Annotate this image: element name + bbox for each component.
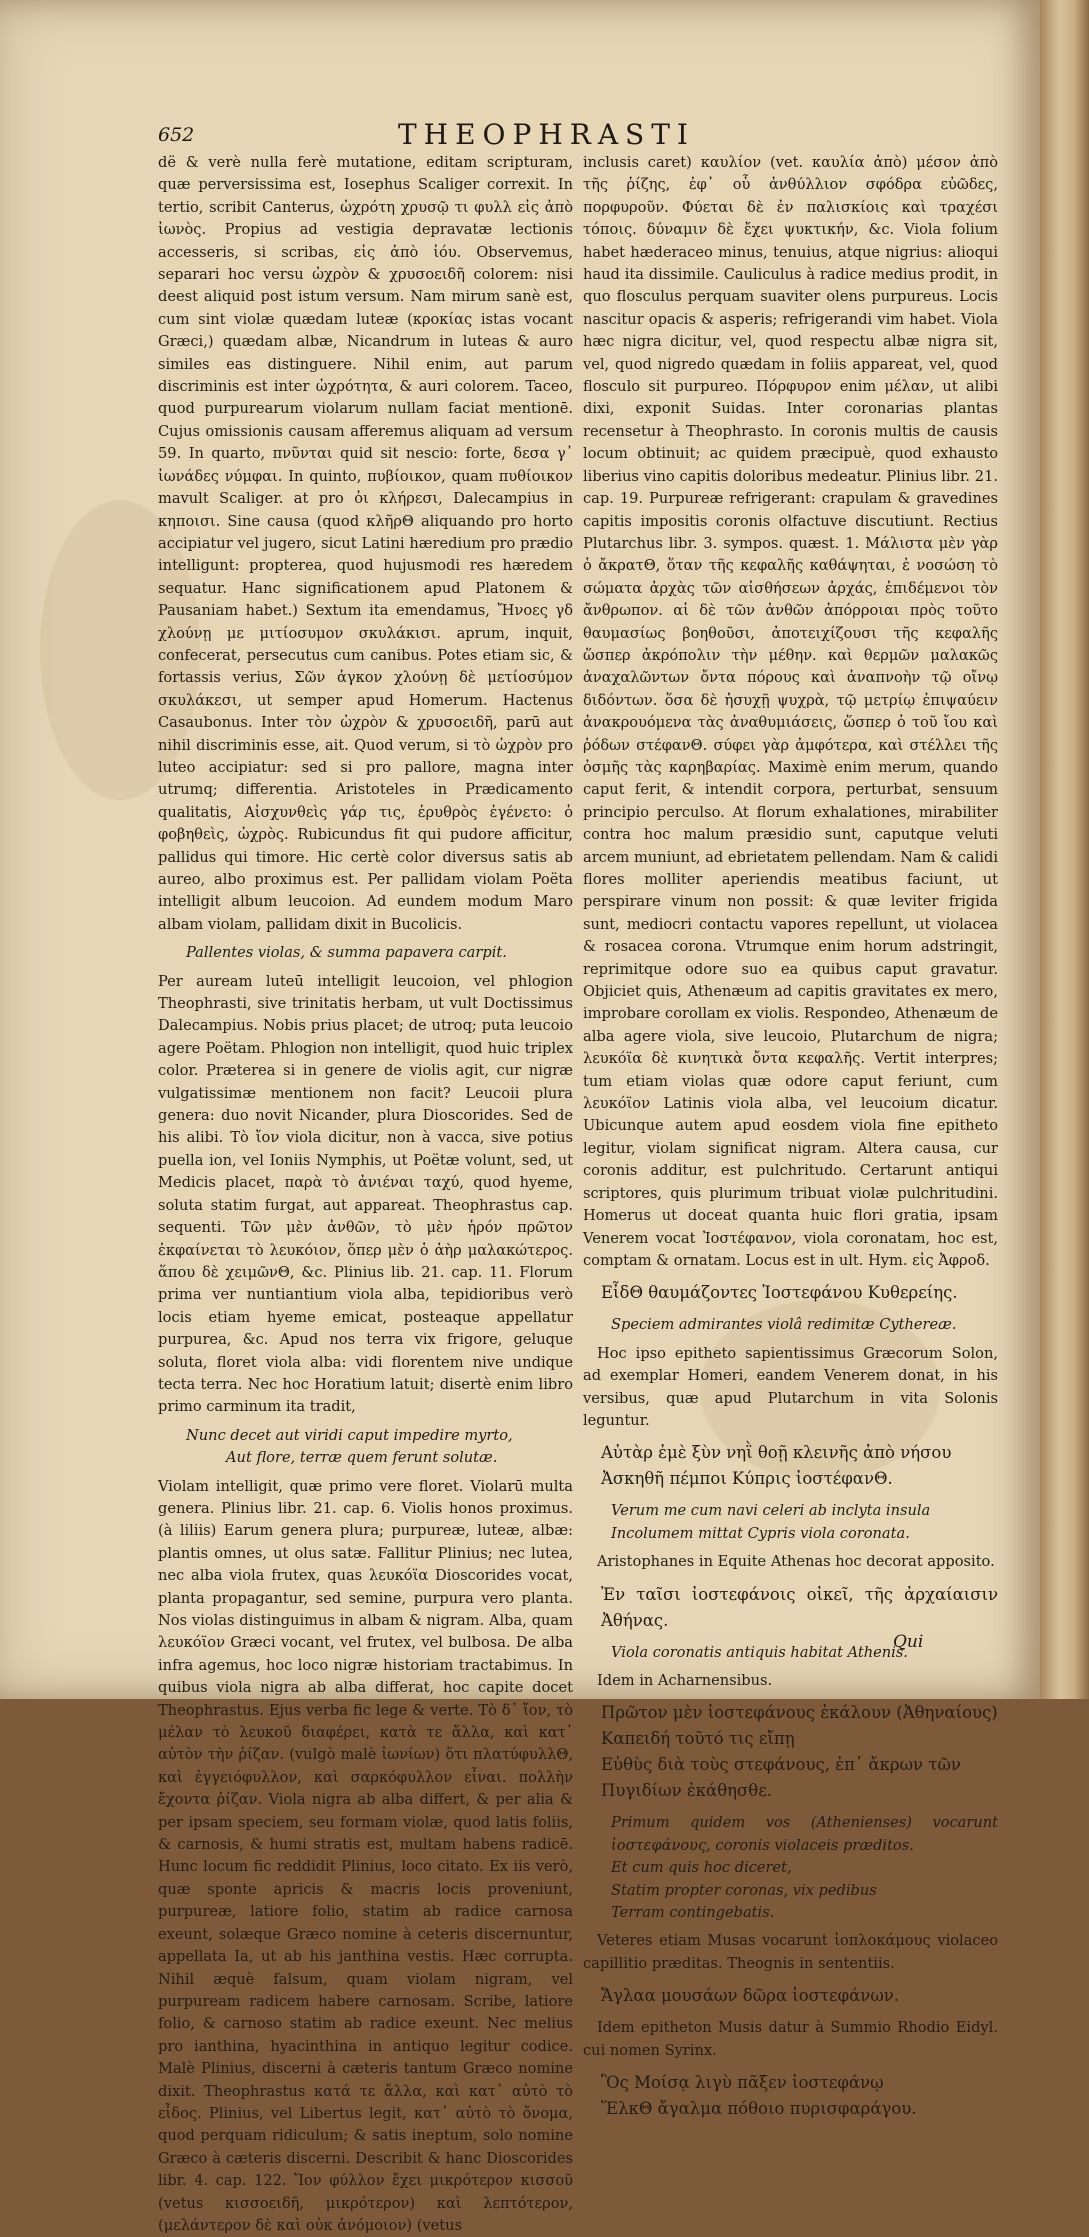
verse-line: Ὃς Μοίσᾳ λιγὺ πᾶξεν ἰοστεφάνῳ [601, 2073, 884, 2093]
page-number: 652 [158, 124, 195, 146]
greek-verse [601, 1280, 998, 1306]
verse-quote [186, 1425, 573, 1470]
running-title: THEOPHRASTI [398, 118, 695, 151]
verse-line: Αὐτὰρ ἐμὲ ξὺν νηῒ θοῇ κλεινῆς ἀπὸ νήσου [601, 1443, 952, 1463]
paragraph: Aristophanes in Equite Athenas hoc decorat apposito. [597, 1553, 995, 1571]
verse-line: Πρῶτον μὲν ἰοστεφάνους ἐκάλουν (Ἀθηναίους) [601, 1703, 998, 1723]
verse-line: Terram contingebatis. [611, 1904, 775, 1921]
verse-line: Primum quidem vos (Athenienses) vocarunt ἰοστεφάνους, coronis violaceis præditos. [611, 1814, 998, 1854]
verse-line: Ἀσκηθῆ πέμποι Κύπρις ἰοστέφανΘ. [601, 1469, 893, 1489]
greek-verse [601, 2070, 998, 2122]
latin-translation [611, 1812, 998, 1924]
paragraph: inclusis caret) καυλίον (vet. καυλία ἀπὸ) μέσον ἀπὸ τῆς ῥίζης, ἐφ᾽ οὗ ἀνθύλλιον σφόδρα εὐῶδες, πορφυροῦν. Φύεται δὲ ἐν παλισκίοις καὶ τραχέσι τόποις. δύναμιν δὲ ἔχει ψυκτικήν, &c. Viola folium habet hæderaceo minus, tenuius, atque nigrius: alioqui haud ita dissimile. Cauliculus à radice medius prodit, in quo flosculus perquam suaviter olens purpureus. Locis nascitur opacis & asperis; refrigerandi vim habet. Viola hæc nigra dicitur, vel, quod respectu albæ nigra sit, vel, quod nigredo quædam in foliis appareat, vel, quod flosculo sit purpureo. Πόρφυρον enim μέλαν, ut alibi dixi, exponit Suidas. Inter coronarias plantas recensetur à Theophrasto. In coronis multis de causis locum obtinuit; ac quidem præcipuè, quod exhausto liberius vino capitis doloribus medeatur. Plinius libr. 21. cap. 19. Purpureæ refrigerant: crapulam & gravedines capitis impositis coronis olfactuve discutiunt. Rectius Plutarchus libr. 3. sympos. quæst. 1. Μάλιστα μὲν γὰρ ὁ ἄκρατΘ, ὅταν τῆς κεφαλῆς καθάψηται, ἐ νοσώση τὸ σώματα ἀρχὰς τῶν αἰσθήσεων ἀρχάς, ἐπιδέμενοι τὸν ἄνθρωπον. αἱ δὲ τῶν ἀνθῶν ἀπόρροιαι πρὸς τοῦτο θαυμασίως βοηθοῦσι, ἀποτειχίζουσι τῆς κεφαλῆς ὥσπερ ἀκρόπολιν τὴν μέθην. καὶ θερμῶν μαλακῶς ἀναχαλῶντων ὄντα πόρους καὶ ἀναπνοὴν τῷ οἴνῳ διδόντων. ὅσα δὲ ἡσυχῇ ψυχρὰ, τῷ μετρίῳ ἐπιψαύειν ἀνακρουόμενα τὰς ἀναθυμιάσεις, ὥσπερ ὁ τοῦ ἴου καὶ ῥόδων στέφανΘ. σύφει γὰρ ἀμφότερα, καὶ στέλλει τῆς ὀσμῆς τὰς καρηβαρίας. Maximè enim merum, quando caput ferit, & intendit corpora, perturbat, sensuum principio perculso. At florum exhalationes, mirabiliter contra hoc malum præsidio sunt, caputque veluti arcem muniunt, ad ebrietatem pellendam. Nam & calidi flores molliter aperiendis meatibus faciunt, ut perspirare vinum non possit: & quæ leviter frigida sunt, mediocri contactu vapores repellunt, ut violacea & rosacea corona. Vtrumque enim horum adstringit, reprimitque odore suo ea quibus caput gravatur. Objiciet quis, Athenæum ad capitis gravitates ex mero, improbare corollam ex violis. Respondeo, Athenæum de alba agere viola, sive leucoio, Plutarchum de nigra; λευκόϊα δὲ κινητικὰ ὄντα κεφαλῆς. Vertit interpres; tum etiam violas quæ odore caput feriunt, cum λευκόϊον Latinis viola alba, vel leucoium dicatur. Ubicunque autem apud eosdem viola fine epitheto legitur, violam significat nigram. Altera causa, cur coronis additur, est pulchritudo. Certarunt antiqui scriptores, quis plurimum tribuat violæ pulchritudini. Homerus ut doceat quanta huic flori gratia, ipsam Venerem vocat Ἰοστέφανον, viola coronatam, hoc est, comptam & ornatam. Locus est in ult. Hym. εἰς Ἀφροδ. [583, 154, 998, 1269]
verse-line: Et cum quis hoc diceret, [611, 1859, 792, 1877]
right-column [583, 152, 998, 2119]
verse-quote [186, 942, 573, 964]
verse-line: ἝλκΘ ἄγαλμα πόθοιο πυρισφαράγου. [601, 2099, 917, 2119]
paragraph: Violam intelligit, quæ primo vere floret. Violarū multa genera. Plinius libr. 21. cap. 6. Violis honos proximus. (à liliis) Earum genera plura; purpureæ, luteæ, albæ: plantis omnes, ut olus satæ. Fallitur Plinius; nec lutea, nec alba viola frutex, quas λευκόϊα Dioscorides vocat, planta propagantur, sed semine, purpura vero planta. Nos violas distinguimus in albam & nigram. Alba, quam λευκόϊον Græci vocant, vel frutex, vel bulbosa. De alba infra agemus, hoc loco nigræ historiam tractabimus. In quibus viola nigra ab alba differat, hoc capite docet Theophrastus. Ejus verba fic lege & verte. Τὸ δ᾽ ἴον, τὸ μέλαν τὸ λευκοῦ διαφέρει, κατὰ τε ἄλλα, καὶ κατ᾽ αὐτὸν τὴν ῥίζαν. (vulgò malè ἰωνίων) ὅτι πλατύφυλλΘ, καὶ ἐγγειόφυλλον, καὶ σαρκόφυλλον εἶναι. πολλὴν ἔχοντα ῥίζαν. Viola nigra ab alba differt, & per alia & per ipsam speciem, seu formam violæ, quod latis foliis, & carnosis, & humi stratis est, multam habens radicē. Hunc locum fic reddidit Plinius, loco citato. Ex iis verò, quæ sponte apricis & macris locis proveniunt, purpureæ, latiore folio, statim ab radice carnosa exeunt, solæque Græco nomine à ceteris discernuntur, appellata Ia, ut ab his janthina vestis. Hæc corrupta. Nihil æquè falsum, quam violam nigram, vel purpuream radicem habere carnosam. Scribe, latiore folio, & carnoso statim ab radice exeunt. Nec melius pro ianthina, hyacinthina in antiquo legitur codice. Malè Plinius, discerni à cæteris tantum Græco nomine dixit. Theophrastus κατά τε ἄλλα, καὶ κατ᾽ αὐτὸ τὸ εἶδος. Plinius, vel Libertus legit, κατ᾽ αὐτὸ τὸ ὄνομα, quod perquam ridiculum; & satis ineptum, solo nomine Græco à cæteris discerni. Describit & hanc Dioscorides libr. 4. cap. 122. Ἴον φύλλον ἔχει μικρότερον κισσοῦ (vetus κισσοειδῆ, μικρότερον) καὶ λεπτότερον, (μελάντερον δὲ καὶ οὐκ ἀνόμοιον) (vetus [158, 1477, 573, 2234]
verse-line: Aut flore, terræ quem ferunt solutæ. [226, 1449, 498, 1467]
verse-line: Καπειδή τοῦτό τις εἴπῃ [601, 1729, 795, 1749]
paragraph: Per auream luteū intelligit leucoion, vel phlogion Theophrasti, sive trinitatis herbam, ut vult Doctissimus Dalecampius. Nobis prius placet; de utroq; puta leucoio agere Poëtam. Phlogion non intelligit, quod huic triplex color. Præterea si in genere de violis agit, cur nigræ vulgatissimæ mentionem non facit? Leucoii plura genera: duo novit Nicander, plura Dioscorides. Sed de his alibi. Τὸ ἴον viola dicitur, non à vacca, sive potius puella ion, vel Ioniis Nymphis, ut Poëtæ volunt, sed, ut Medicis placet, παρὰ τὸ ἀνιέναι ταχύ, quod hyeme, soluta statim furgat, aut appareat. Theophrastus cap. sequenti. Τῶν μὲν ἀνθῶν, τὸ μὲν ἡρόν πρῶτον ἐκφαίνεται τὸ λευκόιον, ὅπερ μὲν ὁ ἀὴρ μαλακώτερος. ἅπου δὲ χειμῶνΘ, &c. Plinius lib. 21. cap. 11. Florum prima ver nuntiantium viola alba, tepidioribus verò locis etiam hyeme emicat, posteaque appellatur purpurea, &c. Apud nos terra vix frigore, geluque soluta, floret viola alba: vidi florentem nive undique tecta terra. Nec hoc Horatium latuit; disertè enim libro primo carminum ita tradit, [158, 972, 573, 1416]
latin-translation [611, 1500, 998, 1545]
verse-line: ΕἶδΘ θαυμάζοντες Ἰοστεφάνου Κυθερείης. [601, 1283, 958, 1303]
running-head [158, 118, 998, 152]
verse-line: Speciem admirantes violâ redimitæ Cythereæ. [611, 1316, 957, 1334]
paragraph: Idem in Acharnensibus. [597, 1671, 773, 1689]
greek-verse [601, 1983, 998, 2009]
verse-line: Πυγιδίων ἐκάθησθε. [601, 1781, 773, 1801]
greek-verse [601, 1582, 998, 1634]
paragraph: Idem epitheton Musis datur à Summio Rhodio Eidyl. cui nomen Syrinx. [583, 2019, 998, 2059]
paragraph: Hoc ipso epitheto sapientissimus Græcorum Solon, ad exemplar Homeri, eandem Venerem donat, in his versibus, quæ apud Plutarchum in vita Solonis leguntur. [583, 1344, 998, 1429]
greek-verse [601, 1440, 998, 1492]
latin-translation [611, 1314, 998, 1336]
verse-line: Ἄγλαα μουσάων δῶρα ἰοστεφάνων. [601, 1986, 900, 2006]
latin-translation [611, 1642, 998, 1664]
paragraph: Veteres etiam Musas vocarunt ἰοπλοκάμους violaceo capillitio præditas. Theognis in sententiis. [583, 1932, 998, 1972]
verse-line: Nunc decet aut viridi caput impedire myrto, [186, 1426, 513, 1444]
verse-line: Verum me cum navi celeri ab inclyta insula [611, 1502, 931, 1520]
verse-line: Εὐθὺς διὰ τοὺς στεφάνους, ἐπ᾽ ἄκρων τῶν [601, 1755, 961, 1775]
verse-line: Pallentes violas, & summa papavera carpit. [186, 944, 507, 962]
verse-line: Incolumem mittat Cypris viola coronata. [611, 1524, 910, 1542]
verse-line: Viola coronatis antiquis habitat Athenis. [611, 1643, 908, 1661]
greek-verse [601, 1700, 998, 1804]
catchword: Qui [893, 1632, 924, 1652]
paragraph: dë & verè nulla ferè mutatione, editam scripturam, quæ perversissima est, Iosephus Scaliger correxit. In tertio, scribit Canterus, ὠχρότη χρυσῷ τι φυλλ εἰς ἀπὸ ἰωνὸς. Propius ad vestigia depravatæ lectionis accesseris, si scribas, εἰς ἀπὸ ἰόυ. Observemus, separari hoc versu ὠχρὸν & χρυσοειδῆ colorem: nisi deest aliquid post istum versum. Nam mirum sanè est, cum sint violæ quædam luteæ (κροκίας istas vocant Græci,) quædam albæ, Nicandrum in luteas & auro similes eas distinguere. Nihil enim, aut parum discriminis est inter ὠχρότητα, & auri colorem. Taceo, quod purpurearum violarum nullam faciat mentionē. Cujus omissionis causam afferemus aliquam ad versum 59. In quarto, πνῦνται quid sit nescio: forte, δεσα γ᾽ ἰωνάδες νύμφαι. In quinto, πυβίοικον, quam πυθίοικον mavult Scaliger. at pro ὁι κλήρεσι, Dalecampius in κηποισι. Sine causa (quod κλῆρΘ aliquando pro horto accipiatur vel jugero, sicut Latini hæredium pro prædio intelligunt: propterea, quod hujusmodi res hæredem sequatur. Hanc significationem apud Platonem & Pausaniam habet.) Sextum ita emendamus, Ἤνοες γδ χλούνῃ με μιτίοσυμον σκυλάκισι. aprum, inquit, confecerat, persecutus cum canibus. Potes etiam sic, & fortassis verius, Σῶν ἀγκον χλούνῃ δὲ μετίοσύμον σκυλάκεσι, ut semper apud Homerum. Hactenus Casaubonus. Inter τὸν ὠχρὸν & χρυσοειδῆ, parū aut nihil discriminis esse, ait. Quod verum, si τὸ ὠχρὸν pro luteo accipiatur: sed si pro pallore, magna inter utrumq; differentia. Aristoteles in Prædicamento qualitatis, Αἰσχυνθεὶς γάρ τις, ἐρυθρὸς ἐγένετο: ὁ φοβηθεὶς, ὠχρὸς. Rubicundus fit qui pudore afficitur, pallidus qui timore. Hic certè color diversus satis ab aureo, albo proximus est. Per pallidam violam Poëta intelligit album leucoion. Ad eundem modum Maro albam violam, pallidam dixit in Bucolicis. [158, 154, 573, 933]
book-gutter [1040, 0, 1089, 1699]
left-column [158, 152, 573, 2234]
verse-line: Statim propter coronas, vix pedibus [611, 1881, 877, 1899]
verse-line: Ἐν ταῖσι ἰοστεφάνοις οἰκεῖ, τῆς ἀρχαίαισιν Ἀθήνας. [601, 1584, 998, 1630]
